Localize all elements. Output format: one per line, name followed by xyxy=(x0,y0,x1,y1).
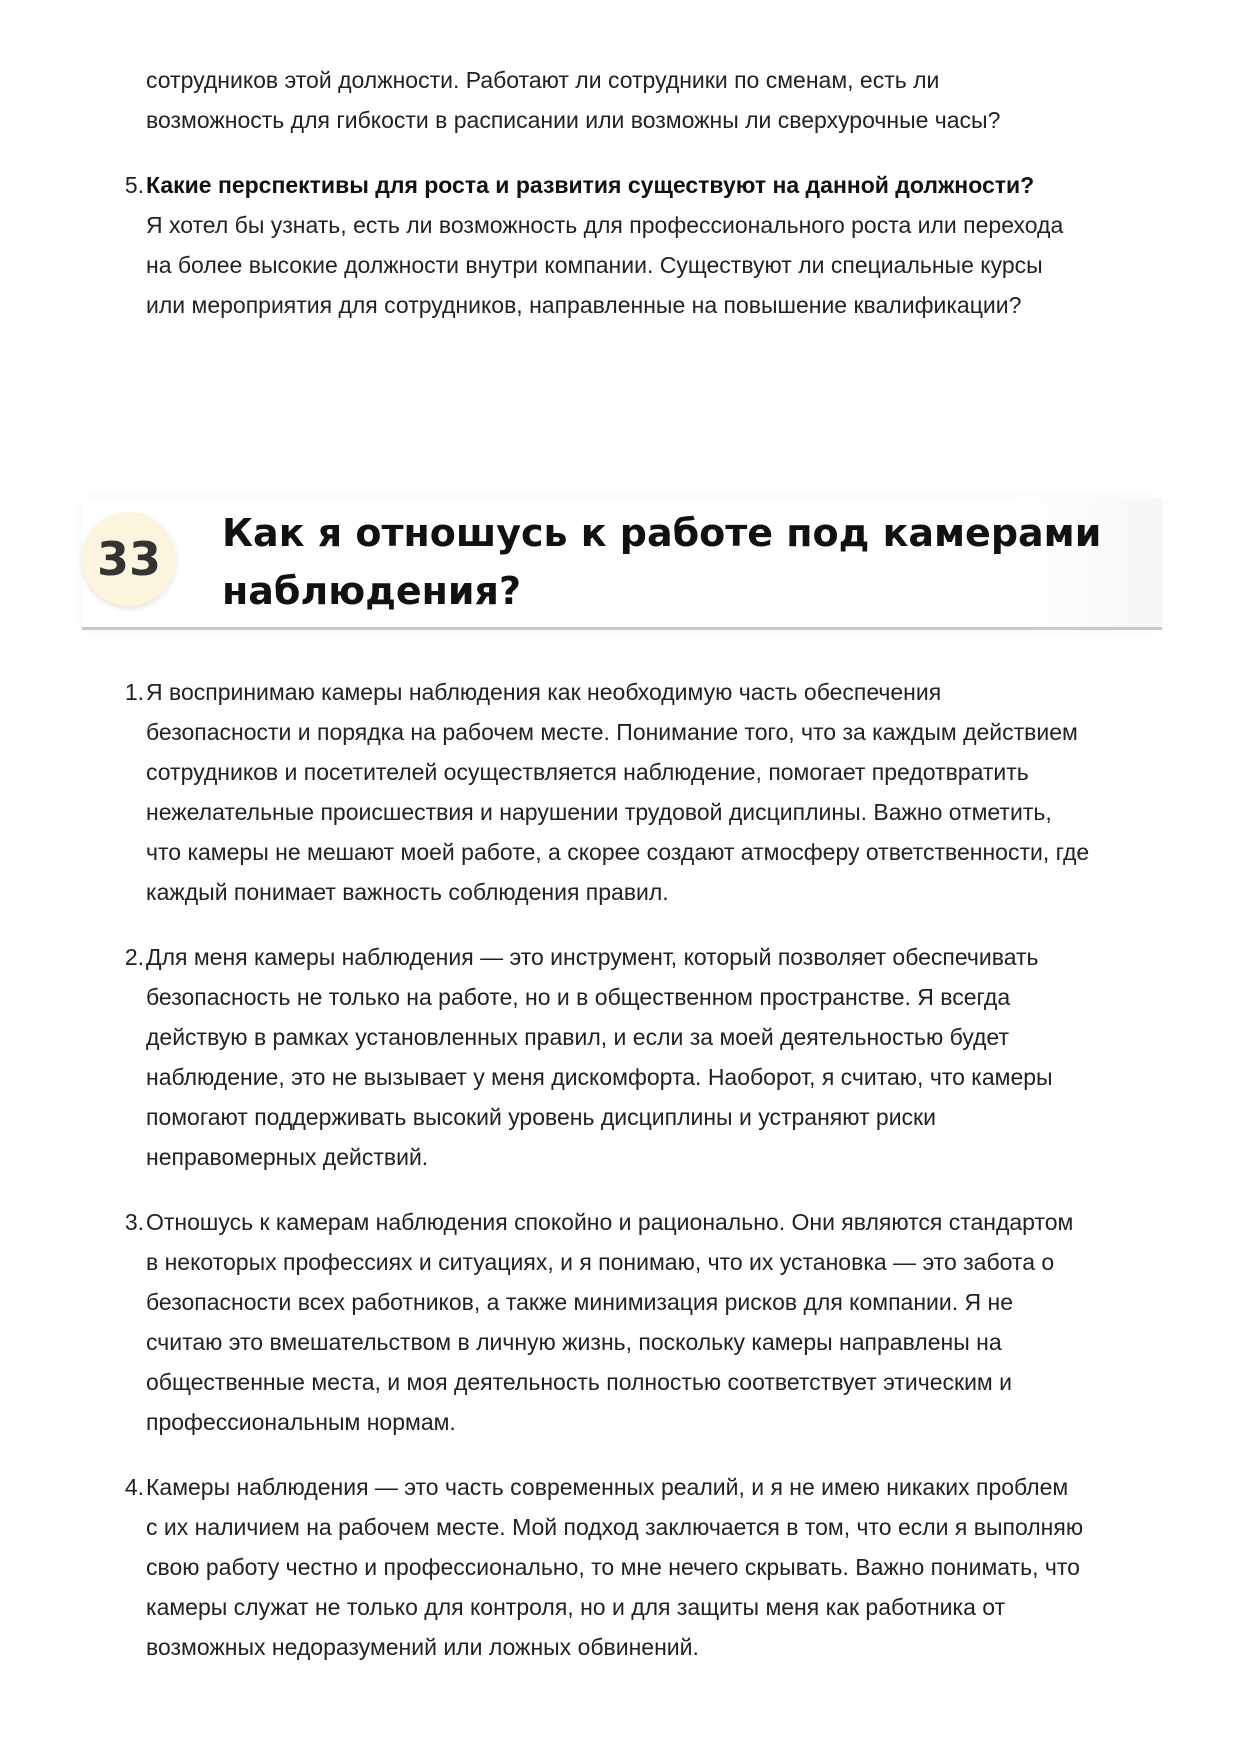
answer-line: профессиональным нормам. xyxy=(146,1409,456,1435)
answer-line: каждый понимает важность соблюдения правил. xyxy=(146,879,669,905)
intro-line: сотрудников этой должности. Работают ли сотрудники по сменам, есть ли xyxy=(146,67,940,93)
section-number-badge: 33 xyxy=(82,512,176,606)
answer-line: в некоторых профессиях и ситуациях, и я понимаю, что их установка — это забота о xyxy=(146,1249,1055,1275)
intro-fragment xyxy=(146,60,1146,140)
list-number: 1. xyxy=(124,679,144,705)
answer-line: с их наличием на рабочем месте. Мой подход заключается в том, что если я выполняю xyxy=(146,1514,1084,1540)
list-number: 5. xyxy=(124,172,144,198)
answer-line: помогают поддерживать высокий уровень дисциплины и устраняют риски xyxy=(146,1104,936,1130)
answer-line: сотрудников и посетителей осуществляется наблюдение, помогает предотвратить xyxy=(146,759,1029,785)
answer-line: неправомерных действий. xyxy=(146,1144,429,1170)
answer-line: считаю это вмешательством в личную жизнь, поскольку камеры направлены на xyxy=(146,1329,1002,1355)
answer-line: камеры служат не только для контроля, но и для защиты меня как работника от xyxy=(146,1594,1006,1620)
list-number: 4. xyxy=(124,1474,144,1500)
answer-line: на более высокие должности внутри компании. Существуют ли специальные курсы xyxy=(146,252,1043,278)
section-title-line: наблюдения? xyxy=(222,569,521,613)
answer-line: нежелательные происшествия и нарушении трудовой дисциплины. Важно отметить, xyxy=(146,799,1052,825)
answer-line: Для меня камеры наблюдения — это инструмент, который позволяет обеспечивать xyxy=(146,944,1039,970)
answer-line: свою работу честно и профессионально, то мне нечего скрывать. Важно понимать, что xyxy=(146,1554,1080,1580)
answer-line: что камеры не мешают моей работе, а скорее создают атмосферу ответственности, где xyxy=(146,839,1090,865)
section-title xyxy=(222,504,1122,620)
answer-line: Я хотел бы узнать, есть ли возможность для профессионального роста или перехода xyxy=(146,212,1064,238)
answer-line: безопасность не только на работе, но и в общественном пространстве. Я всегда xyxy=(146,984,1011,1010)
answer-line: безопасности всех работников, а также минимизация рисков для компании. Я не xyxy=(146,1289,1014,1315)
answer-line: наблюдение, это не вызывает у меня дискомфорта. Наоборот, я считаю, что камеры xyxy=(146,1064,1053,1090)
list-number: 2. xyxy=(124,944,144,970)
answer-line: действую в рамках установленных правил, и если за моей деятельностью будет xyxy=(146,1024,1009,1050)
answer-line: или мероприятия для сотрудников, направленные на повышение квалификации? xyxy=(146,292,1022,318)
answer-line: безопасности и порядка на рабочем месте. Понимание того, что за каждым действием xyxy=(146,719,1078,745)
answer-line: Камеры наблюдения — это часть современных реалий, и я не имею никаких проблем xyxy=(146,1474,1069,1500)
answer-line: Отношусь к камерам наблюдения спокойно и рационально. Они являются стандартом xyxy=(146,1209,1074,1235)
answer-line: общественные места, и моя деятельность полностью соответствует этическим и xyxy=(146,1369,1012,1395)
answer-line: Я воспринимаю камеры наблюдения как необходимую часть обеспечения xyxy=(146,679,942,705)
section-title-line: Как я отношусь к работе под камерами xyxy=(222,511,1102,555)
section-header xyxy=(82,498,1162,630)
list-number: 3. xyxy=(124,1209,144,1235)
question-text: Какие перспективы для роста и развития существуют на данной должности? xyxy=(146,172,1035,198)
answer-line: возможных недоразумений или ложных обвинений. xyxy=(146,1634,699,1660)
intro-line: возможность для гибкости в расписании или возможны ли сверхурочные часы? xyxy=(146,107,1001,133)
section-divider xyxy=(82,627,1162,630)
